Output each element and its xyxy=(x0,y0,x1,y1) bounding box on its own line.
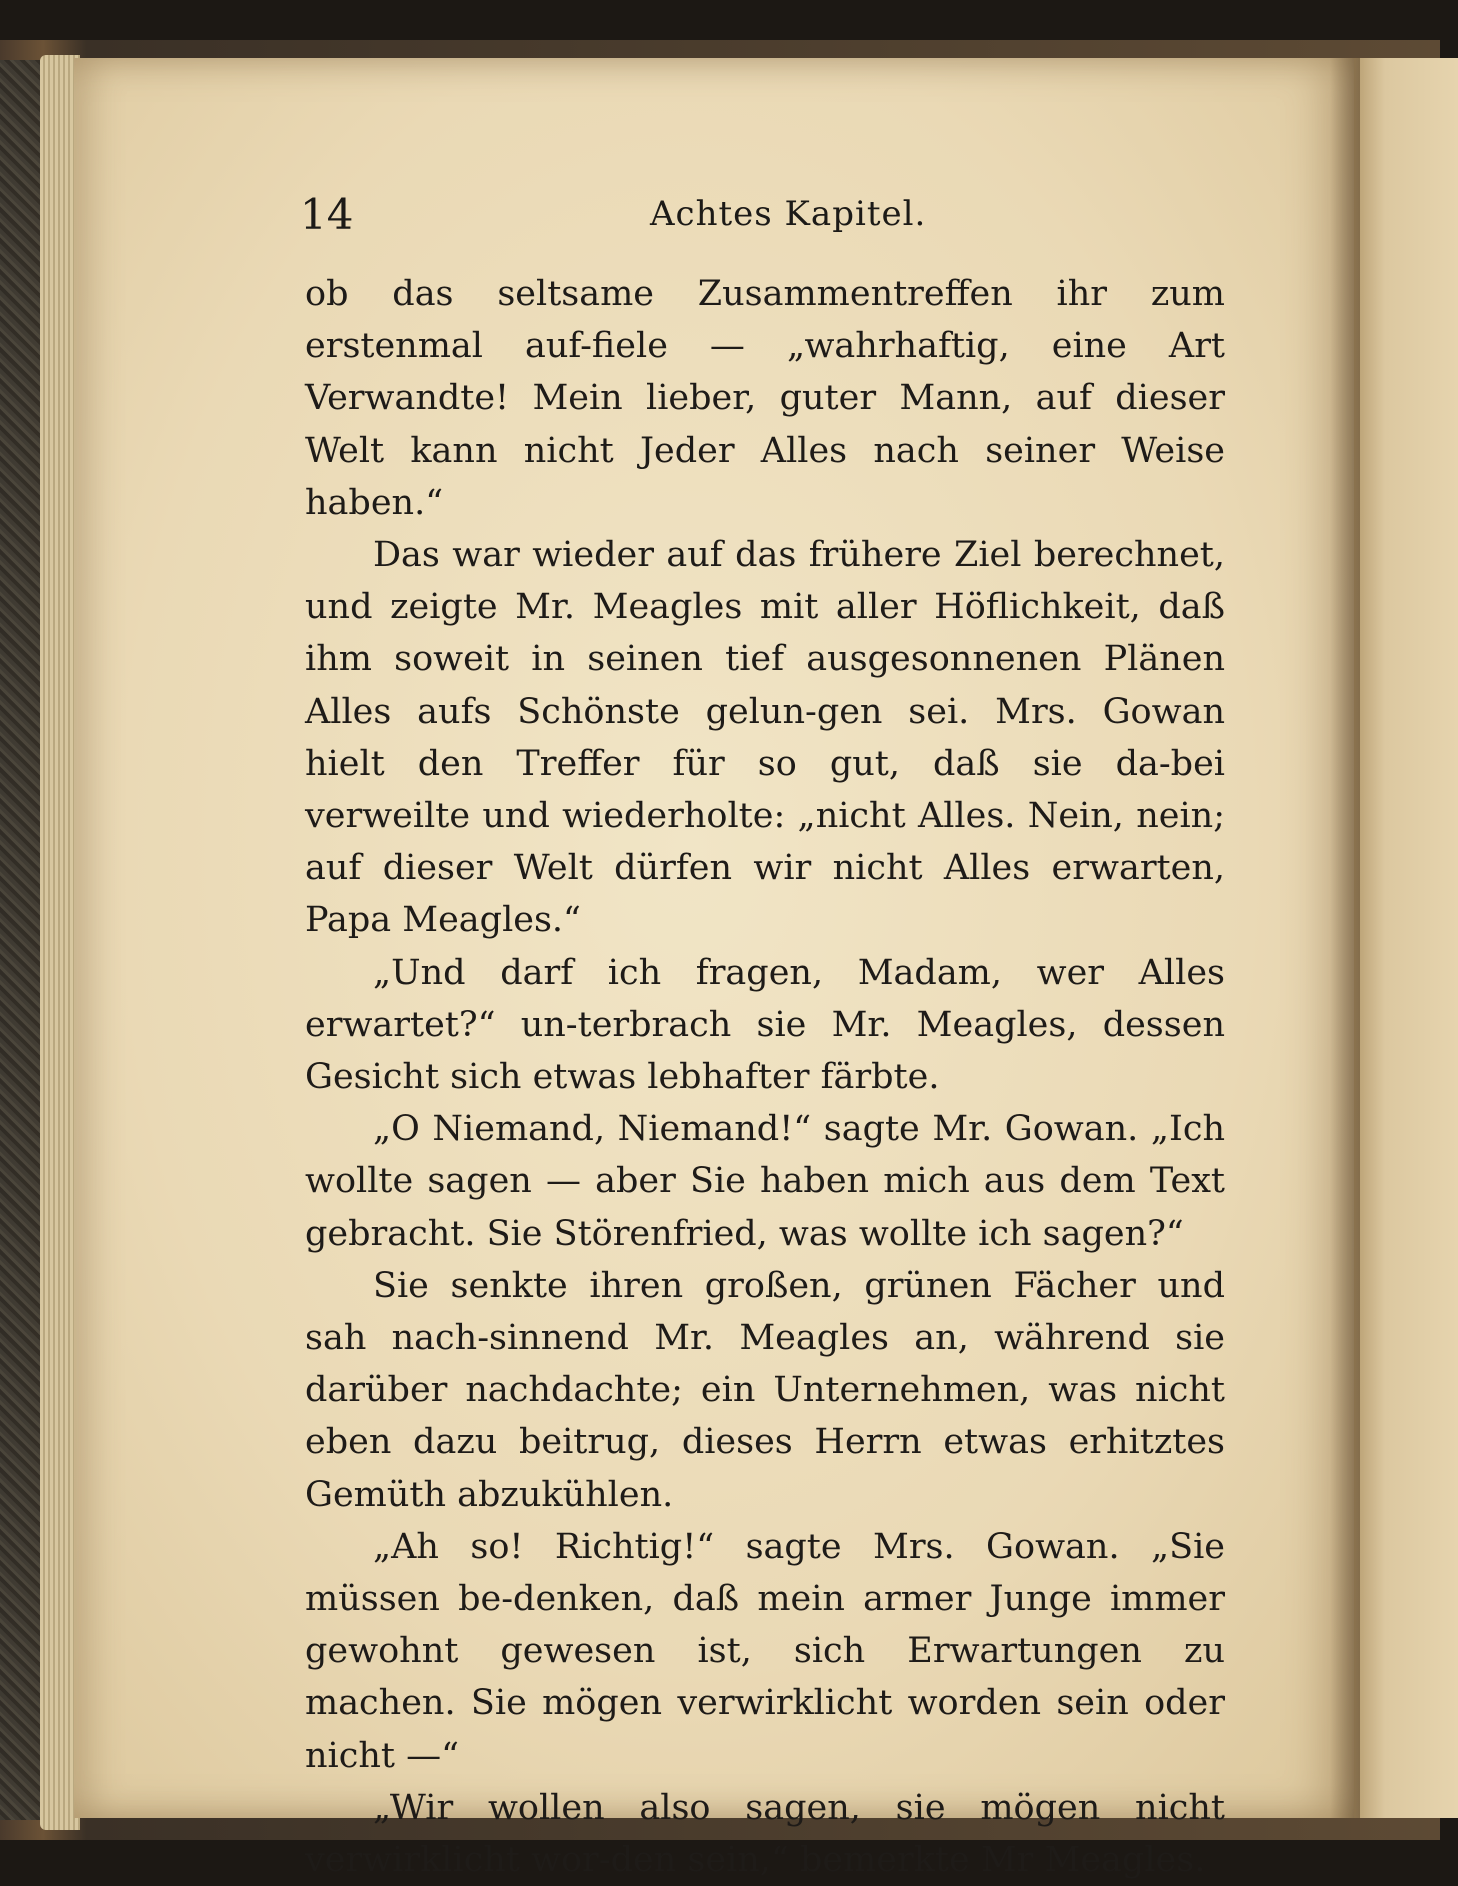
running-head: Achtes Kapitel. xyxy=(650,194,927,234)
paragraph: ob das seltsame Zusammentreffen ihr zum erstenmal auf-fiele — „wahrhaftig, eine Art Verwandte! Mein lieber, guter Mann, auf dieser Welt kann nicht Jeder Alles nach seiner Weise haben.“ xyxy=(305,274,1225,523)
paragraph: „Ah so! Richtig!“ sagte Mrs. Gowan. „Sie müssen be-denken, daß mein armer Junge immer gewohnt gewesen ist, sich Erwartungen zu machen. Sie mögen verwirklicht worden sein oder nicht —“ xyxy=(305,1526,1225,1776)
page-number: 14 xyxy=(300,190,354,239)
paragraph: „Wir wollen also sagen, sie mögen nicht verwirklicht wor-den sein,“ bemerkte Mr Meagles. xyxy=(305,1787,1225,1881)
paragraph: „Und darf ich fragen, Madam, wer Alles erwartet?“ un-terbrach sie Mr. Meagles, dessen Gesicht sich etwas lebhafter färbte. xyxy=(305,952,1225,1098)
paragraph: Das war wieder auf das frühere Ziel berechnet, und zeigte Mr. Meagles mit aller Höflichkeit, daß ihm soweit in seinen tief ausgesonnenen Plänen Alles aufs Schönste gelun-gen sei. Mrs. Gowan hielt den Treffer für so gut, daß sie da-bei verweilte und wiederholte: „nicht Alles. Nein, nein; auf dieser Welt dürfen wir nicht Alles erwarten, Papa Meagles.“ xyxy=(305,535,1225,941)
paragraph: Sie senkte ihren großen, grünen Fächer und sah nach-sinnend Mr. Meagles an, während sie darüber nachdachte; ein Unternehmen, was nicht eben dazu beitrug, dieses Herrn etwas erhitztes Gemüth abzukühlen. xyxy=(305,1265,1225,1515)
body-text xyxy=(305,268,1225,1886)
facing-page-edge xyxy=(1354,58,1458,1818)
page-header xyxy=(300,190,1220,250)
paragraph: „O Niemand, Niemand!“ sagte Mr. Gowan. „Ich wollte sagen — aber Sie haben mich aus dem Text gebracht. Sie Störenfried, was wollte ich sagen?“ xyxy=(305,1109,1225,1254)
spine-shadow xyxy=(1330,58,1360,1818)
